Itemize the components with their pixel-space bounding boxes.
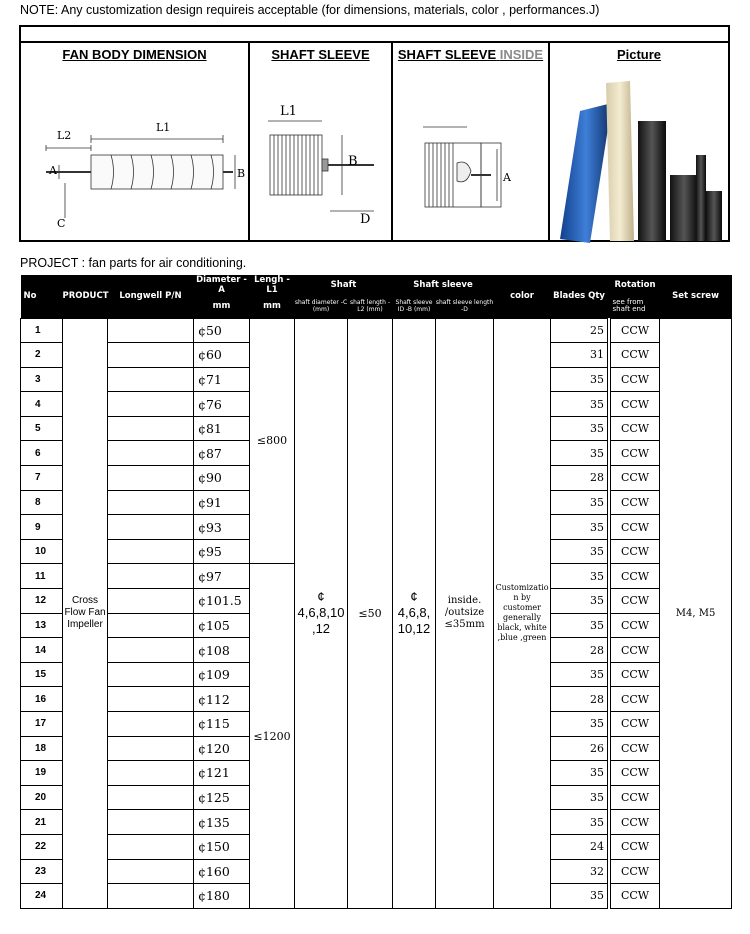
part-number-cell [108, 539, 194, 564]
black-impeller-large [638, 121, 666, 241]
diameter-cell: ¢87 [194, 441, 250, 466]
part-number-cell [108, 613, 194, 638]
part-number-cell [108, 884, 194, 909]
part-number-cell [108, 318, 194, 343]
rotation-cell: CCW [611, 343, 660, 368]
rotation-cell: CCW [611, 613, 660, 638]
row-no: 15 [21, 662, 63, 687]
blades-cell: 26 [551, 736, 608, 761]
diameter-cell: ¢150 [194, 834, 250, 859]
sleeve-label-b: B [348, 154, 358, 169]
col-shaft-length: shaft length - L2 (mm) [348, 295, 393, 318]
diameter-cell: ¢180 [194, 884, 250, 909]
diameter-cell: ¢81 [194, 416, 250, 441]
product-text: Cross Flow Fan Impeller [64, 595, 106, 631]
blades-cell: 35 [551, 785, 608, 810]
col-shaft: Shaft [295, 275, 393, 295]
diameter-cell: ¢93 [194, 515, 250, 540]
rotation-cell: CCW [611, 564, 660, 589]
diameter-cell: ¢125 [194, 785, 250, 810]
rotation-cell: CCW [611, 736, 660, 761]
rotation-cell: CCW [611, 662, 660, 687]
spec-table-body [21, 318, 732, 908]
diameter-cell: ¢76 [194, 392, 250, 417]
row-no: 23 [21, 859, 63, 884]
set-screw-cell [660, 318, 732, 908]
part-number-cell [108, 712, 194, 737]
shaft-diameter-cell [295, 318, 348, 908]
diameter-cell: ¢105 [194, 613, 250, 638]
row-no: 13 [21, 613, 63, 638]
blades-cell: 35 [551, 613, 608, 638]
length-cell-group1 [250, 318, 295, 564]
col-length-unit: mm [250, 295, 295, 318]
diameter-cell: ¢109 [194, 662, 250, 687]
shaft-sleeve-pane [250, 43, 393, 240]
diameter-cell: ¢91 [194, 490, 250, 515]
diameter-cell: ¢71 [194, 367, 250, 392]
part-number-cell [108, 367, 194, 392]
part-number-cell [108, 834, 194, 859]
shaft-sleeve-inside-pane [393, 43, 550, 240]
blades-cell: 35 [551, 367, 608, 392]
part-number-cell [108, 785, 194, 810]
sleeve-id-cell [393, 318, 436, 908]
rotation-cell: CCW [611, 318, 660, 343]
blades-cell: 28 [551, 638, 608, 663]
part-number-cell [108, 859, 194, 884]
part-number-cell [108, 761, 194, 786]
col-product: PRODUCT [63, 275, 108, 318]
blades-cell: 35 [551, 589, 608, 614]
row-no: 2 [21, 343, 63, 368]
row-no: 24 [21, 884, 63, 909]
diameter-cell: ¢112 [194, 687, 250, 712]
rotation-cell: CCW [611, 441, 660, 466]
rotation-cell: CCW [611, 859, 660, 884]
rotation-cell: CCW [611, 785, 660, 810]
blades-cell: 28 [551, 687, 608, 712]
part-number-cell [108, 662, 194, 687]
diameter-cell: ¢160 [194, 859, 250, 884]
shaft-sleeve-inside-drawing [393, 43, 550, 243]
blades-cell: 24 [551, 834, 608, 859]
row-no: 17 [21, 712, 63, 737]
diameter-cell: ¢90 [194, 466, 250, 491]
rotation-cell: CCW [611, 466, 660, 491]
diameter-cell: ¢50 [194, 318, 250, 343]
rotation-cell: CCW [611, 416, 660, 441]
blades-cell: 35 [551, 712, 608, 737]
blue-impeller [560, 103, 612, 243]
sleeve-length-text: inside. /outsize ≤35mm [444, 595, 485, 631]
row-no: 20 [21, 785, 63, 810]
shaft-sleeve-title: SHAFT SLEEVE [271, 47, 370, 62]
black-impeller-thin [696, 155, 706, 241]
part-number-cell [108, 466, 194, 491]
shaft-length-text: ≤50 [358, 606, 382, 620]
rotation-cell: CCW [611, 490, 660, 515]
cream-impeller [606, 81, 634, 241]
part-number-cell [108, 736, 194, 761]
part-number-cell [108, 343, 194, 368]
diameter-cell: ¢121 [194, 761, 250, 786]
part-number-cell [108, 638, 194, 663]
fan-body-dimension-pane [21, 43, 250, 240]
length-cell-group2 [250, 564, 295, 908]
picture-pane [550, 43, 728, 240]
blades-cell: 35 [551, 392, 608, 417]
row-no: 19 [21, 761, 63, 786]
rotation-cell: CCW [611, 589, 660, 614]
rotation-cell: CCW [611, 884, 660, 909]
col-blades: Blades Qty [551, 275, 608, 318]
rotation-cell: CCW [611, 712, 660, 737]
note-text: NOTE: Any customization design requireis acceptable (for dimensions, materials, color , performances.J) [20, 3, 600, 17]
drawings-header-band [21, 27, 728, 43]
col-pn: Longwell P/N [108, 275, 194, 318]
blades-cell: 35 [551, 490, 608, 515]
color-text: Customizatio n by customer generally black, white ,blue ,green [495, 583, 549, 643]
row-no: 18 [21, 736, 63, 761]
diameter-cell: ¢135 [194, 810, 250, 835]
rotation-cell: CCW [611, 687, 660, 712]
col-sleeve-id: Shaft sleeve ID -B (mm) [393, 295, 436, 318]
col-shaft-diameter: shaft diameter -C (mm) [295, 295, 348, 318]
row-no: 14 [21, 638, 63, 663]
rotation-cell: CCW [611, 834, 660, 859]
rotation-cell: CCW [611, 539, 660, 564]
blades-cell: 25 [551, 318, 608, 343]
row-no: 16 [21, 687, 63, 712]
col-diameter-unit: mm [194, 295, 250, 318]
blades-cell: 35 [551, 884, 608, 909]
part-number-cell [108, 687, 194, 712]
row-no: 4 [21, 392, 63, 417]
col-rotation-sub: see from shaft end [611, 295, 660, 318]
diameter-cell: ¢97 [194, 564, 250, 589]
rotation-cell: CCW [611, 810, 660, 835]
row-no: 7 [21, 466, 63, 491]
sleeve-label-l1: L1 [280, 104, 297, 119]
blades-cell: 35 [551, 515, 608, 540]
shaft-diameter-text: ¢ 4,6,8,10 ,12 [297, 589, 345, 637]
rotation-cell: CCW [611, 761, 660, 786]
blades-cell: 28 [551, 466, 608, 491]
diameter-cell: ¢95 [194, 539, 250, 564]
sleeve-label-d: D [360, 212, 371, 227]
col-sleeve: Shaft sleeve [393, 275, 494, 295]
part-number-cell [108, 515, 194, 540]
color-cell [494, 318, 551, 908]
blades-cell: 32 [551, 859, 608, 884]
inside-label-a: A [503, 171, 511, 184]
col-rotation: Rotation [611, 275, 660, 295]
part-number-cell [108, 490, 194, 515]
diameter-cell: ¢108 [194, 638, 250, 663]
length-group2-text: ≤1200 [253, 729, 291, 743]
spec-table [20, 275, 732, 909]
part-number-cell [108, 589, 194, 614]
label-a: A [49, 164, 57, 177]
label-b: B [237, 167, 246, 180]
black-impeller-small [706, 191, 722, 241]
diameter-cell: ¢101.5 [194, 589, 250, 614]
row-no: 5 [21, 416, 63, 441]
col-sleeve-length: shaft sleeve length -D [436, 295, 494, 318]
blades-cell: 31 [551, 343, 608, 368]
spec-table-header [21, 275, 732, 318]
part-number-cell [108, 441, 194, 466]
row-no: 21 [21, 810, 63, 835]
row-no: 22 [21, 834, 63, 859]
sleeve-inside-title-b: INSIDE [499, 47, 544, 62]
part-number-cell [108, 564, 194, 589]
project-text: PROJECT : fan parts for air conditioning. [20, 256, 247, 270]
row-no: 9 [21, 515, 63, 540]
length-group1-text: ≤800 [256, 434, 288, 448]
sleeve-inside-title-a: SHAFT SLEEVE [397, 47, 497, 62]
set-screw-text: M4, M5 [675, 607, 716, 619]
diameter-cell: ¢60 [194, 343, 250, 368]
fan-body-drawing [21, 43, 250, 243]
blades-cell: 35 [551, 761, 608, 786]
shaft-sleeve-drawing [250, 43, 393, 243]
rotation-cell: CCW [611, 515, 660, 540]
label-l1: L1 [156, 121, 171, 134]
picture-title: Picture [616, 47, 662, 62]
row-no: 10 [21, 539, 63, 564]
part-number-cell [108, 392, 194, 417]
blades-cell: 35 [551, 441, 608, 466]
fan-impellers-photo [550, 43, 728, 243]
blades-cell: 35 [551, 662, 608, 687]
col-color: color [494, 275, 551, 318]
row-no: 8 [21, 490, 63, 515]
label-l2: L2 [57, 129, 72, 142]
diameter-cell: ¢115 [194, 712, 250, 737]
sleeve-length-cell [436, 318, 494, 908]
product-cell [63, 318, 108, 908]
blades-cell: 35 [551, 416, 608, 441]
row-no: 11 [21, 564, 63, 589]
blades-cell: 35 [551, 564, 608, 589]
rotation-cell: CCW [611, 392, 660, 417]
table-row [21, 318, 732, 343]
diameter-cell: ¢120 [194, 736, 250, 761]
shaft-length-cell [348, 318, 393, 908]
row-no: 6 [21, 441, 63, 466]
col-diameter: Diameter -A [194, 275, 250, 295]
rotation-cell: CCW [611, 638, 660, 663]
drawings-table [19, 25, 730, 242]
blades-cell: 35 [551, 810, 608, 835]
rotation-cell: CCW [611, 367, 660, 392]
label-c: C [57, 217, 66, 230]
row-no: 1 [21, 318, 63, 343]
sleeve-id-text: ¢ 4,6,8, 10,12 [397, 589, 431, 637]
row-no: 12 [21, 589, 63, 614]
col-no: No [21, 275, 63, 318]
black-impeller-medium [670, 175, 698, 241]
part-number-cell [108, 416, 194, 441]
col-setscrew: Set screw [660, 275, 732, 318]
part-number-cell [108, 810, 194, 835]
row-no: 3 [21, 367, 63, 392]
col-length: Lengh -L1 [250, 275, 295, 295]
fan-body-title: FAN BODY DIMENSION [62, 47, 207, 62]
blades-cell: 35 [551, 539, 608, 564]
